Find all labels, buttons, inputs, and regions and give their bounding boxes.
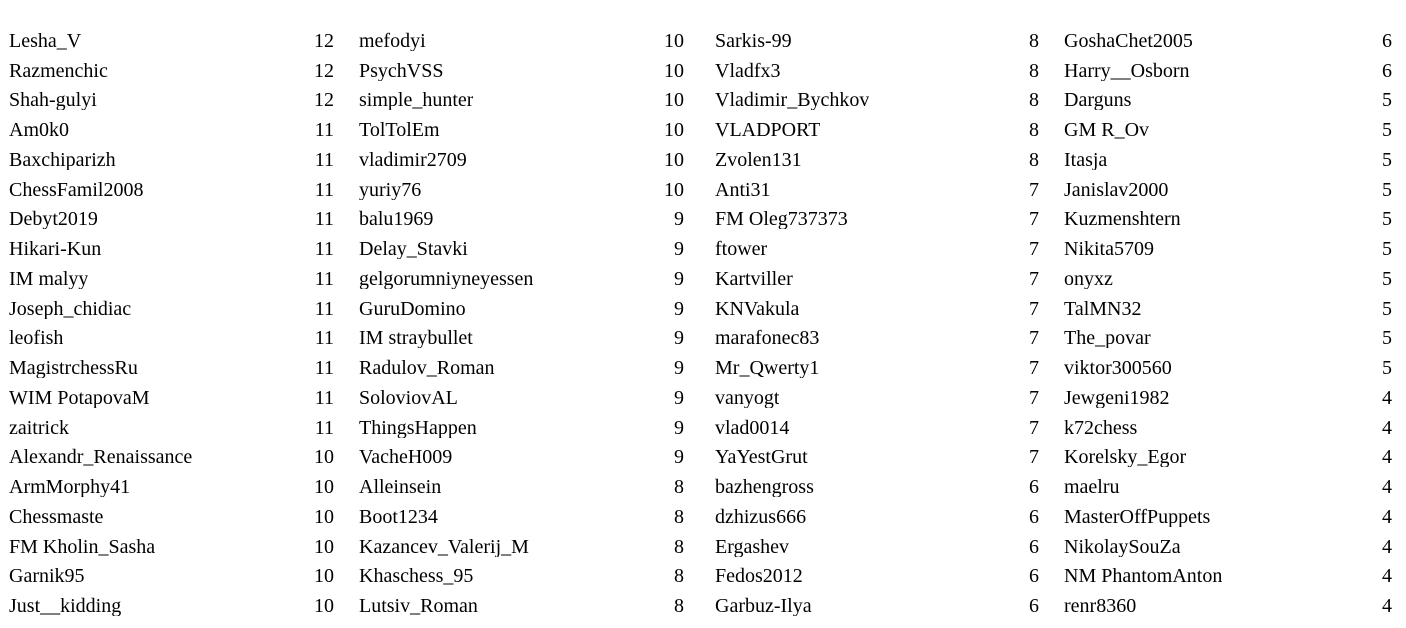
- player-score: 8: [1029, 89, 1039, 112]
- table-row: [1056, 205, 1406, 235]
- player-name: Chessmaste: [9, 506, 104, 527]
- table-row: [0, 562, 352, 592]
- table-row: [704, 56, 1056, 86]
- player-score: 10: [314, 595, 334, 618]
- player-score: 10: [664, 148, 684, 171]
- table-row: [704, 413, 1056, 443]
- table-row: [352, 413, 704, 443]
- player-name: TalMN32: [1064, 298, 1142, 319]
- table-row: [352, 175, 704, 205]
- player-score: 5: [1382, 148, 1392, 171]
- table-row: [704, 324, 1056, 354]
- player-name: Lutsiv_Roman: [359, 596, 478, 617]
- table-row: [1056, 324, 1406, 354]
- player-score: 10: [314, 565, 334, 588]
- player-score: 8: [1029, 29, 1039, 52]
- player-name: Delay_Stavki: [359, 239, 468, 260]
- table-row: [352, 562, 704, 592]
- player-score: 10: [314, 535, 334, 558]
- table-row: [352, 234, 704, 264]
- table-row: [0, 294, 352, 324]
- player-score: 11: [314, 416, 334, 439]
- player-name: VacheH009: [359, 447, 453, 468]
- table-row: [1056, 591, 1406, 621]
- table-row: [0, 145, 352, 175]
- player-name: yuriy76: [359, 179, 422, 200]
- player-score: 12: [314, 89, 334, 112]
- table-row: [0, 26, 352, 56]
- player-score: 6: [1029, 595, 1039, 618]
- table-row: [0, 383, 352, 413]
- player-score: 7: [1029, 327, 1039, 350]
- player-score: 11: [314, 386, 334, 409]
- table-row: [352, 205, 704, 235]
- player-score: 6: [1382, 59, 1392, 82]
- player-score: 11: [314, 208, 334, 231]
- table-row: [0, 115, 352, 145]
- player-score: 9: [674, 327, 684, 350]
- player-name: TolTolEm: [359, 120, 440, 141]
- table-row: [0, 205, 352, 235]
- player-name: Kazancev_Valerij_M: [359, 536, 529, 557]
- player-score: 9: [674, 446, 684, 469]
- player-score: 6: [1029, 535, 1039, 558]
- player-score: 7: [1029, 208, 1039, 231]
- player-name: Darguns: [1064, 90, 1132, 111]
- player-name: Vladimir_Bychkov: [715, 90, 870, 111]
- player-score: 12: [314, 59, 334, 82]
- table-row: [704, 145, 1056, 175]
- player-name: Am0k0: [9, 120, 69, 141]
- player-name: Razmenchic: [9, 60, 108, 81]
- player-score: 8: [674, 535, 684, 558]
- player-score: 9: [674, 208, 684, 231]
- player-score: 5: [1382, 119, 1392, 142]
- player-name: onyxz: [1064, 268, 1113, 289]
- player-score: 9: [674, 386, 684, 409]
- player-name: Korelsky_Egor: [1064, 447, 1187, 468]
- table-row: [1056, 115, 1406, 145]
- player-name: k72chess: [1064, 417, 1138, 438]
- table-row: [704, 86, 1056, 116]
- player-score: 5: [1382, 297, 1392, 320]
- table-row: [352, 56, 704, 86]
- table-row: [352, 26, 704, 56]
- player-score: 11: [314, 238, 334, 261]
- player-name: NM PhantomAnton: [1064, 566, 1223, 587]
- table-row: [1056, 264, 1406, 294]
- table-row: [352, 115, 704, 145]
- table-row: [0, 353, 352, 383]
- player-name: Lesha_V: [9, 30, 82, 51]
- player-score: 7: [1029, 416, 1039, 439]
- player-score: 4: [1382, 595, 1392, 618]
- player-score: 5: [1382, 267, 1392, 290]
- player-name: Mr_Qwerty1: [715, 358, 820, 379]
- player-name: bazhengross: [715, 477, 814, 498]
- player-score: 10: [314, 505, 334, 528]
- player-name: Zvolen131: [715, 149, 802, 170]
- player-name: KNVakula: [715, 298, 800, 319]
- table-row: [352, 383, 704, 413]
- table-row: [1056, 294, 1406, 324]
- player-name: SoloviovAL: [359, 387, 458, 408]
- table-row: [1056, 56, 1406, 86]
- player-score: 10: [664, 59, 684, 82]
- score-column-3: [704, 26, 1056, 621]
- player-name: The_povar: [1064, 328, 1151, 349]
- table-row: [704, 591, 1056, 621]
- table-row: [704, 443, 1056, 473]
- player-score: 5: [1382, 357, 1392, 380]
- player-score: 9: [674, 267, 684, 290]
- player-name: vlad0014: [715, 417, 790, 438]
- player-name: Hikari-Kun: [9, 239, 102, 260]
- player-score: 8: [674, 505, 684, 528]
- player-name: GoshaChet2005: [1064, 30, 1193, 51]
- table-row: [704, 353, 1056, 383]
- table-row: [1056, 562, 1406, 592]
- player-name: viktor300560: [1064, 358, 1172, 379]
- player-score: 6: [1029, 476, 1039, 499]
- player-name: GM R_Ov: [1064, 120, 1150, 141]
- player-name: Radulov_Roman: [359, 358, 495, 379]
- player-name: FM Kholin_Sasha: [9, 536, 156, 557]
- table-row: [352, 324, 704, 354]
- table-row: [704, 472, 1056, 502]
- player-name: vanyogt: [715, 387, 780, 408]
- table-row: [0, 175, 352, 205]
- table-row: [0, 86, 352, 116]
- player-name: Jewgeni1982: [1064, 387, 1170, 408]
- table-row: [0, 234, 352, 264]
- player-score: 11: [314, 327, 334, 350]
- player-score: 7: [1029, 178, 1039, 201]
- player-name: Garnik95: [9, 566, 85, 587]
- table-row: [352, 353, 704, 383]
- player-name: IM straybullet: [359, 328, 473, 349]
- player-score: 10: [664, 178, 684, 201]
- player-name: Garbuz-Ilya: [715, 596, 812, 617]
- player-score: 8: [674, 565, 684, 588]
- player-score: 6: [1029, 565, 1039, 588]
- player-name: ChessFamil2008: [9, 179, 144, 200]
- table-row: [704, 383, 1056, 413]
- table-row: [704, 115, 1056, 145]
- player-score: 8: [674, 595, 684, 618]
- player-name: Sarkis-99: [715, 30, 792, 51]
- table-row: [704, 294, 1056, 324]
- player-name: ftower: [715, 239, 768, 260]
- player-name: IM malyy: [9, 268, 89, 289]
- player-name: dzhizus666: [715, 506, 807, 527]
- table-row: [352, 264, 704, 294]
- table-row: [0, 443, 352, 473]
- player-score: 4: [1382, 386, 1392, 409]
- table-row: [704, 234, 1056, 264]
- player-name: balu1969: [359, 209, 434, 230]
- player-score: 10: [664, 89, 684, 112]
- player-score: 5: [1382, 178, 1392, 201]
- score-column-1: [0, 26, 352, 621]
- player-score: 11: [314, 148, 334, 171]
- player-name: Boot1234: [359, 506, 438, 527]
- table-row: [1056, 532, 1406, 562]
- player-name: Fedos2012: [715, 566, 803, 587]
- table-row: [0, 502, 352, 532]
- player-score: 11: [314, 297, 334, 320]
- score-column-2: [352, 26, 704, 621]
- table-row: [352, 443, 704, 473]
- player-score: 10: [664, 29, 684, 52]
- player-name: MagistrchessRu: [9, 358, 138, 379]
- table-row: [0, 264, 352, 294]
- player-score: 8: [1029, 119, 1039, 142]
- player-name: Harry__Osborn: [1064, 60, 1190, 81]
- table-row: [352, 502, 704, 532]
- player-score: 8: [674, 476, 684, 499]
- player-name: Baxchiparizh: [9, 149, 116, 170]
- player-score: 11: [314, 357, 334, 380]
- table-row: [704, 532, 1056, 562]
- table-row: [704, 26, 1056, 56]
- table-row: [704, 175, 1056, 205]
- player-name: Just__kidding: [9, 596, 122, 617]
- player-name: YaYestGrut: [715, 447, 808, 468]
- table-row: [1056, 26, 1406, 56]
- player-name: mefodyi: [359, 30, 426, 51]
- table-row: [1056, 502, 1406, 532]
- table-row: [1056, 145, 1406, 175]
- table-row: [352, 86, 704, 116]
- player-name: marafonec83: [715, 328, 820, 349]
- table-row: [0, 56, 352, 86]
- player-score: 9: [674, 416, 684, 439]
- player-name: vladimir2709: [359, 149, 467, 170]
- table-row: [0, 413, 352, 443]
- table-row: [704, 502, 1056, 532]
- player-score: 6: [1029, 505, 1039, 528]
- table-row: [1056, 413, 1406, 443]
- table-row: [352, 532, 704, 562]
- table-row: [0, 532, 352, 562]
- player-score: 10: [314, 446, 334, 469]
- player-score: 7: [1029, 386, 1039, 409]
- player-score: 8: [1029, 59, 1039, 82]
- player-name: Joseph_chidiac: [9, 298, 132, 319]
- player-score: 9: [674, 357, 684, 380]
- player-name: renr8360: [1064, 596, 1137, 617]
- table-row: [0, 472, 352, 502]
- table-row: [1056, 175, 1406, 205]
- player-score: 11: [314, 178, 334, 201]
- table-row: [1056, 443, 1406, 473]
- player-name: Nikita5709: [1064, 239, 1154, 260]
- player-score: 7: [1029, 357, 1039, 380]
- table-row: [704, 562, 1056, 592]
- player-name: ThingsHappen: [359, 417, 477, 438]
- player-name: NikolaySouZa: [1064, 536, 1181, 557]
- table-row: [1056, 353, 1406, 383]
- player-name: FM Oleg737373: [715, 209, 848, 230]
- player-score: 4: [1382, 446, 1392, 469]
- player-name: leofish: [9, 328, 64, 349]
- player-score: 4: [1382, 565, 1392, 588]
- player-name: gelgorumniyneyessen: [359, 268, 534, 289]
- player-score: 9: [674, 297, 684, 320]
- player-name: Kuzmenshtern: [1064, 209, 1181, 230]
- table-row: [1056, 86, 1406, 116]
- player-name: Kartviller: [715, 268, 793, 289]
- player-name: Ergashev: [715, 536, 790, 557]
- player-score: 5: [1382, 327, 1392, 350]
- player-name: VLADPORT: [715, 120, 821, 141]
- table-row: [704, 205, 1056, 235]
- player-name: maelru: [1064, 477, 1120, 498]
- player-score: 5: [1382, 208, 1392, 231]
- player-name: Itasja: [1064, 149, 1108, 170]
- player-score: 11: [314, 119, 334, 142]
- player-name: Debyt2019: [9, 209, 98, 230]
- player-scores-table: [0, 26, 1406, 621]
- player-name: Vladfx3: [715, 60, 781, 81]
- player-name: WIM PotapovaM: [9, 387, 150, 408]
- table-row: [1056, 383, 1406, 413]
- table-row: [352, 472, 704, 502]
- player-score: 5: [1382, 89, 1392, 112]
- table-row: [704, 264, 1056, 294]
- player-score: 4: [1382, 505, 1392, 528]
- player-score: 8: [1029, 148, 1039, 171]
- player-name: MasterOffPuppets: [1064, 506, 1211, 527]
- player-score: 10: [664, 119, 684, 142]
- player-score: 6: [1382, 29, 1392, 52]
- player-score: 7: [1029, 238, 1039, 261]
- player-score: 4: [1382, 476, 1392, 499]
- player-name: Shah-gulyi: [9, 90, 97, 111]
- player-name: Alleinsein: [359, 477, 442, 498]
- player-name: simple_hunter: [359, 90, 474, 111]
- table-row: [352, 591, 704, 621]
- player-name: Khaschess_95: [359, 566, 474, 587]
- player-score: 12: [314, 29, 334, 52]
- table-row: [0, 591, 352, 621]
- table-row: [352, 145, 704, 175]
- player-name: Alexandr_Renaissance: [9, 447, 193, 468]
- player-score: 11: [314, 267, 334, 290]
- player-score: 4: [1382, 535, 1392, 558]
- player-name: ArmMorphy41: [9, 477, 131, 498]
- player-name: PsychVSS: [359, 60, 444, 81]
- table-row: [1056, 234, 1406, 264]
- player-name: GuruDomino: [359, 298, 466, 319]
- player-score: 7: [1029, 267, 1039, 290]
- table-row: [0, 324, 352, 354]
- player-score: 9: [674, 238, 684, 261]
- player-score: 7: [1029, 297, 1039, 320]
- player-score: 4: [1382, 416, 1392, 439]
- player-name: Anti31: [715, 179, 771, 200]
- player-score: 5: [1382, 238, 1392, 261]
- player-score: 7: [1029, 446, 1039, 469]
- player-name: Janislav2000: [1064, 179, 1169, 200]
- player-score: 10: [314, 476, 334, 499]
- score-column-4: [1056, 26, 1406, 621]
- player-name: zaitrick: [9, 417, 69, 438]
- table-row: [1056, 472, 1406, 502]
- table-row: [352, 294, 704, 324]
